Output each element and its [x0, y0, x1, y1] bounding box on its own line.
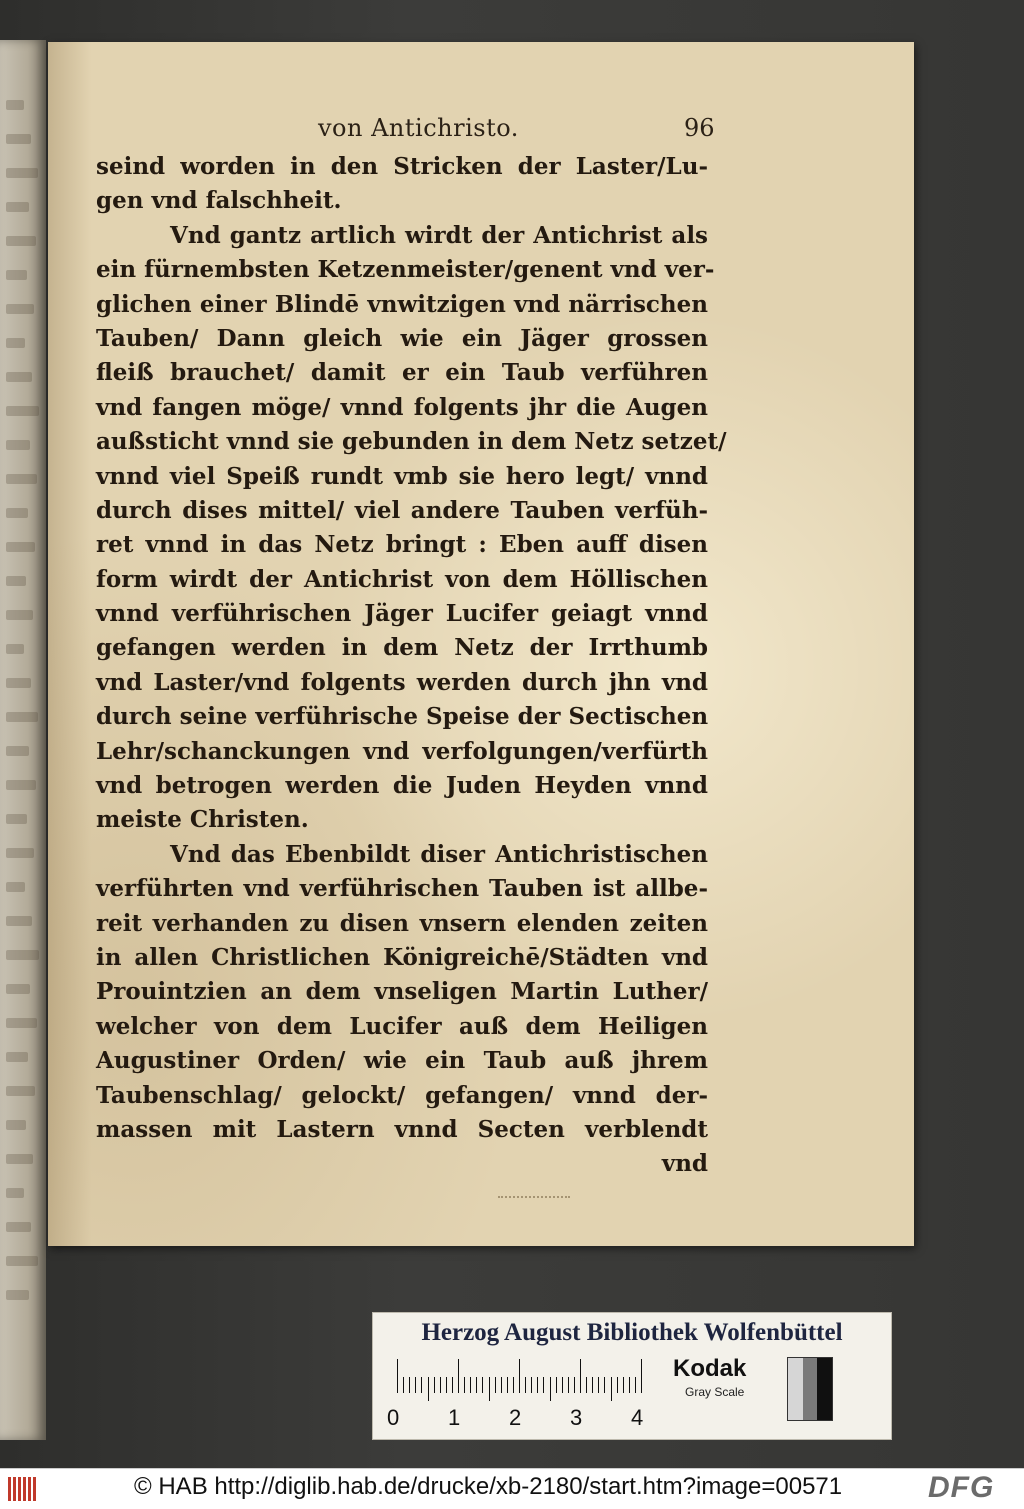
- ruler-tick: [568, 1377, 569, 1393]
- ghost-text-line: [6, 678, 31, 688]
- ghost-text-line: [6, 270, 27, 280]
- logo-bar: [23, 1477, 26, 1501]
- gray-scale-caption: Gray Scale: [685, 1385, 745, 1399]
- running-head: von Antichristo.: [318, 114, 519, 142]
- dotted-mark: [498, 1196, 570, 1200]
- ghost-text-line: [6, 406, 39, 416]
- text-line: Prouintzien an dem vnseligen Martin Luther/: [96, 978, 708, 1006]
- footer-bar: [0, 1468, 1024, 1509]
- ruler-tick: [592, 1377, 593, 1393]
- text-line: ret vnnd in das Netz bringt : Eben auff disen: [96, 531, 708, 559]
- text-line: Taubenschlag/ gelockt/ gefangen/ vnnd der-: [96, 1081, 708, 1109]
- ghost-text-line: [6, 440, 30, 450]
- ruler-tick: [617, 1377, 618, 1393]
- text-line: vnd Laster/vnd folgents werden durch jhn vnd: [96, 668, 708, 696]
- ghost-text-line: [6, 780, 36, 790]
- ghost-text-line: [6, 1052, 28, 1062]
- footer-source-link[interactable]: © HAB http://diglib.hab.de/drucke/xb-2180/start.htm?image=00571: [134, 1473, 843, 1500]
- ruler-tick: [525, 1377, 526, 1393]
- ruler-tick: [440, 1377, 441, 1393]
- ruler-tick: [531, 1377, 532, 1393]
- text-line: verführten vnd verführischen Tauben ist allbe-: [96, 875, 708, 903]
- ruler-tick: [470, 1377, 471, 1393]
- ghost-text-line: [6, 984, 30, 994]
- ghost-text-line: [6, 576, 26, 586]
- logo-bar: [8, 1477, 11, 1501]
- ruler-tick: [635, 1377, 636, 1393]
- ruler-tick: [403, 1377, 404, 1393]
- ruler-tick: [580, 1359, 581, 1393]
- ghost-text-line: [6, 338, 25, 348]
- logo-bar: [13, 1477, 16, 1501]
- ghost-text-line: [6, 304, 34, 314]
- page-text: [96, 150, 727, 1182]
- ruler-tick: [543, 1377, 544, 1393]
- previous-page-edge: [0, 40, 46, 1440]
- text-line: vnd betrogen werden die Juden Heyden vnnd: [96, 772, 708, 800]
- ruler-digit: 2: [509, 1405, 522, 1430]
- ghost-text-line: [6, 644, 24, 654]
- text-line: welcher von dem Lucifer auß dem Heiligen: [96, 1012, 708, 1040]
- ruler-tick: [476, 1377, 477, 1393]
- ruler-tick: [519, 1359, 520, 1393]
- ghost-text-line: [6, 950, 39, 960]
- ruler-tick: [604, 1377, 605, 1393]
- ghost-text-line: [6, 100, 24, 110]
- ruler-tick: [397, 1359, 398, 1393]
- ghost-text-line: [6, 202, 29, 212]
- text-line: durch seine verführische Speise der Sectischen: [96, 703, 709, 731]
- ghost-text-line: [6, 1120, 26, 1130]
- ghost-text-line: [6, 1086, 35, 1096]
- ghost-text-line: [6, 168, 38, 178]
- ghost-text-line: [6, 916, 32, 926]
- ghost-text-line: [6, 542, 35, 552]
- text-line: Augustiner Orden/ wie ein Taub auß jhrem: [96, 1047, 708, 1075]
- ruler-tick: [623, 1377, 624, 1393]
- text-line: massen mit Lastern vnnd Secten verblendt: [96, 1115, 708, 1143]
- gray-scale-patches: [787, 1357, 833, 1421]
- ruler-tick: [586, 1377, 587, 1393]
- logo-bar: [33, 1477, 36, 1501]
- ghost-text-line: [6, 372, 32, 382]
- ruler-tick: [629, 1377, 630, 1393]
- text-line: vnd: [661, 1150, 708, 1178]
- ruler-tick: [428, 1377, 429, 1401]
- ruler-tick: [415, 1377, 416, 1393]
- ruler-digits: [387, 1405, 657, 1433]
- page-number: 96: [684, 114, 715, 142]
- text-line: glichen einer Blindē vnwitzigen vnd närrischen: [96, 290, 708, 318]
- text-line: gefangen werden in dem Netz der Irrthumb: [96, 634, 708, 662]
- ruler-scale: [397, 1359, 647, 1409]
- ruler-tick: [598, 1377, 599, 1393]
- ruler-tick: [489, 1377, 490, 1401]
- text-line: seind worden in den Stricken der Laster/Lu-: [96, 153, 708, 180]
- ghost-text-line: [6, 508, 28, 518]
- ruler-digit: 4: [631, 1405, 644, 1430]
- dfg-logo: DFG: [928, 1471, 995, 1504]
- logo-bar: [28, 1477, 31, 1501]
- text-line: vnnd verführischen Jäger Lucifer geiagt vnnd: [96, 600, 708, 628]
- text-line: fleiß brauchet/ damit er ein Taub verführen: [96, 359, 708, 387]
- text-line: meiste Christen.: [96, 806, 309, 834]
- ruler-tick: [556, 1377, 557, 1393]
- ruler-tick: [550, 1377, 551, 1401]
- text-line: form wirdt der Antichrist von dem Höllischen: [96, 565, 708, 593]
- ruler-tick: [452, 1377, 453, 1393]
- text-line: außsticht vnnd sie gebunden in dem Netz setzet/: [96, 428, 727, 456]
- library-label-card: [372, 1312, 892, 1440]
- text-line: vnnd viel Speiß rundt vmb sie hero legt/ vnnd: [96, 462, 708, 490]
- ghost-text-line: [6, 236, 36, 246]
- library-name: Herzog August Bibliothek Wolfenbüttel: [421, 1319, 843, 1346]
- ruler-tick: [501, 1377, 502, 1393]
- text-line: vnd fangen möge/ vnnd folgents jhr die Augen: [96, 393, 708, 421]
- ghost-text-line: [6, 1290, 29, 1300]
- kodak-brand: Kodak: [673, 1355, 747, 1382]
- ruler-tick: [434, 1377, 435, 1393]
- ruler-tick: [458, 1359, 459, 1393]
- ghost-text-line: [6, 610, 33, 620]
- ghost-text-line: [6, 882, 25, 892]
- text-line: Vnd gantz artlich wirdt der Antichrist als: [170, 221, 708, 249]
- ghost-text-line: [6, 848, 34, 858]
- ghost-text-line: [6, 814, 27, 824]
- ghost-text-line: [6, 1154, 33, 1164]
- text-line: ein fürnembsten Ketzenmeister/genent vnd ver-: [96, 256, 715, 284]
- ruler-tick: [641, 1359, 642, 1393]
- ruler-tick: [495, 1377, 496, 1393]
- ruler-tick: [464, 1377, 465, 1393]
- ruler-tick: [574, 1377, 575, 1393]
- ghost-text-line: [6, 474, 37, 484]
- logo-bar: [18, 1477, 21, 1501]
- gray-patch: [803, 1358, 818, 1420]
- gray-patch: [817, 1358, 832, 1420]
- ruler-tick: [409, 1377, 410, 1393]
- ruler-tick: [513, 1377, 514, 1393]
- ruler-tick: [537, 1377, 538, 1393]
- text-line: gen vnd falschheit.: [96, 187, 342, 215]
- ghost-text-line: [6, 1256, 38, 1266]
- text-line: Tauben/ Dann gleich wie ein Jäger grossen: [96, 324, 708, 352]
- text-line: in allen Christlichen Königreichē/Städten vnd: [96, 943, 708, 971]
- ruler-tick: [421, 1377, 422, 1393]
- ruler-tick: [482, 1377, 483, 1393]
- ruler-digit: 3: [570, 1405, 583, 1430]
- text-line: Vnd das Ebenbildt diser Antichristischen: [170, 840, 708, 868]
- ruler-tick: [562, 1377, 563, 1393]
- ghost-text-line: [6, 134, 31, 144]
- text-line: durch dises mittel/ viel andere Tauben verfüh-: [96, 496, 708, 524]
- text-line: reit verhanden zu disen vnsern elenden zeiten: [96, 909, 708, 937]
- ghost-text-line: [6, 1018, 37, 1028]
- gray-patch: [788, 1358, 803, 1420]
- ruler-tick: [446, 1377, 447, 1393]
- ruler-digit: 1: [448, 1405, 461, 1430]
- ruler-tick: [611, 1377, 612, 1401]
- text-line: Lehr/schanckungen vnd verfolgungen/verfürth: [96, 737, 708, 765]
- ruler-tick: [507, 1377, 508, 1393]
- ghost-text-line: [6, 1222, 31, 1232]
- ghost-text-line: [6, 746, 29, 756]
- ruler-digit: 0: [387, 1405, 400, 1430]
- hab-logo-icon: [8, 1477, 38, 1501]
- ghost-text-line: [6, 712, 38, 722]
- ghost-text-line: [6, 1188, 24, 1198]
